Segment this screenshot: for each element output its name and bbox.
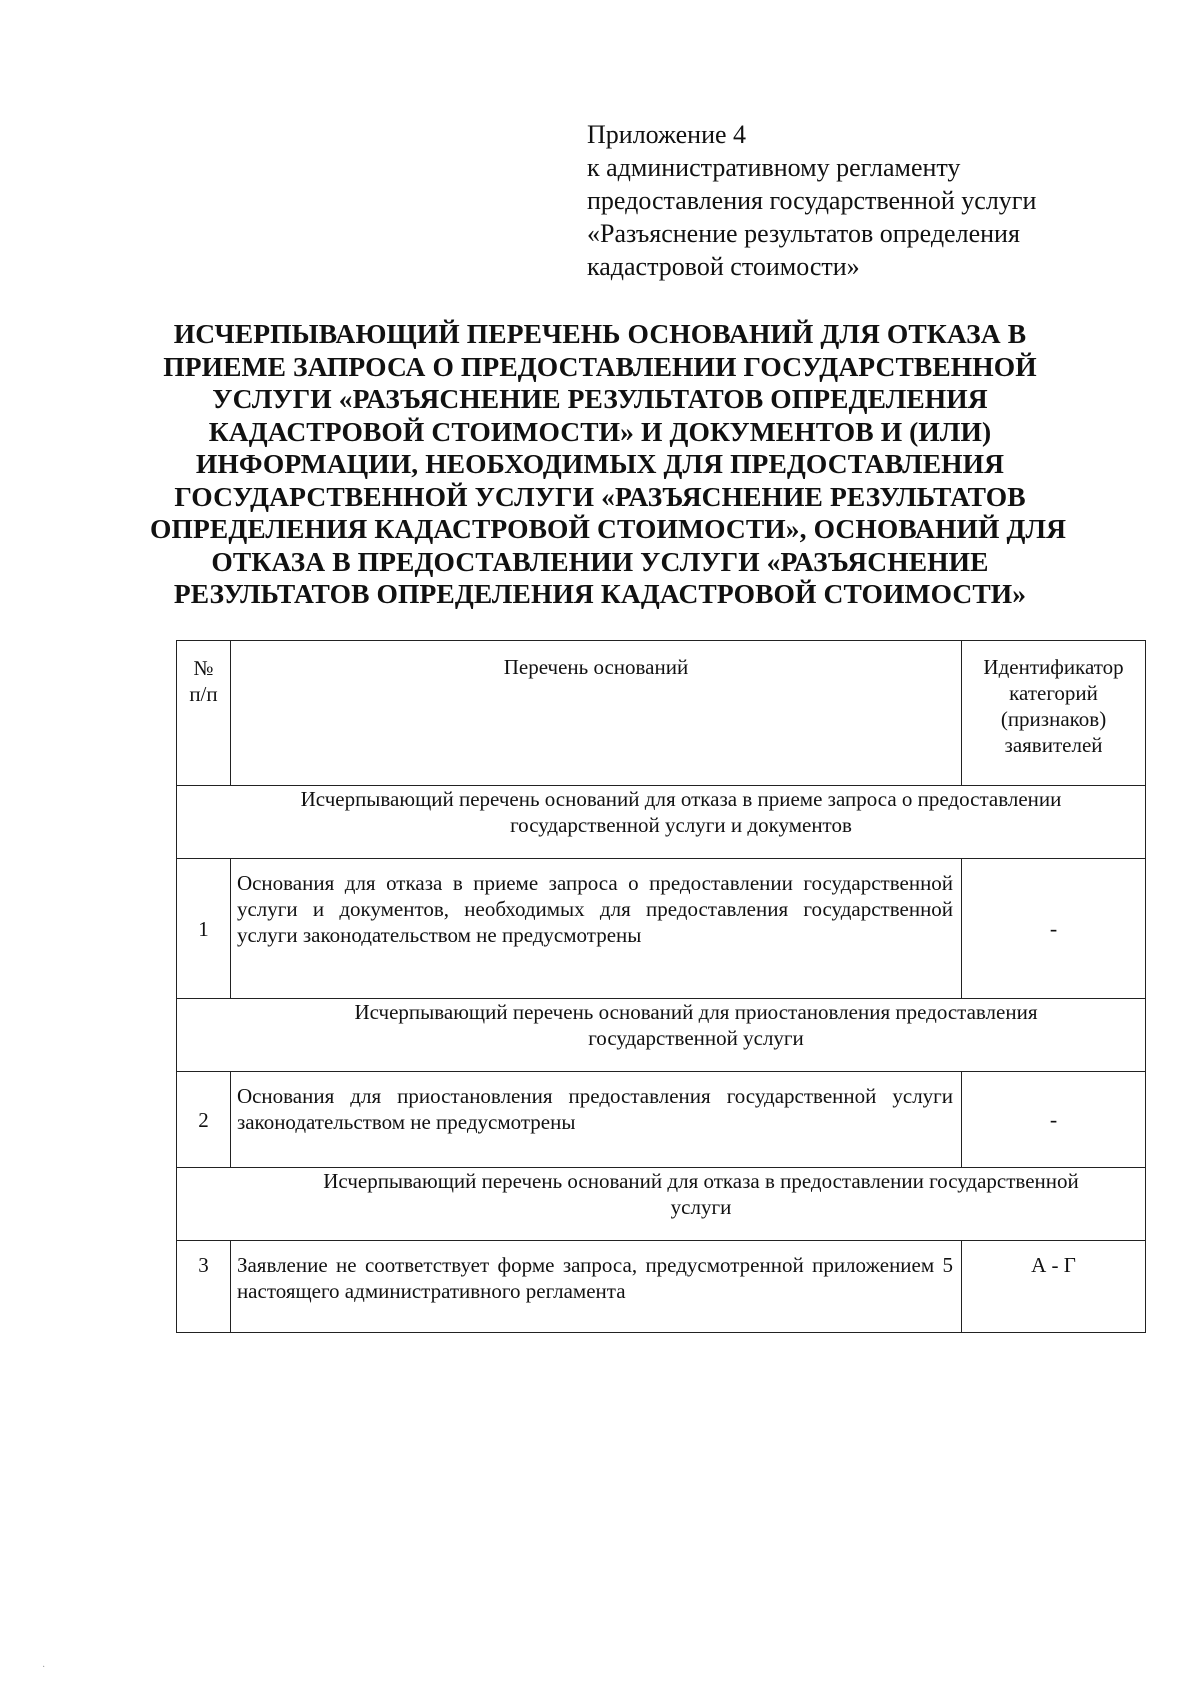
header-id-line: Идентификатор bbox=[983, 655, 1124, 679]
section-row bbox=[177, 999, 1146, 1072]
section-heading-line: государственной услуги и документов bbox=[510, 813, 852, 837]
table-row bbox=[177, 1072, 1146, 1168]
title-line: ПРИЕМЕ ЗАПРОСА О ПРЕДОСТАВЛЕНИИ ГОСУДАРСТВЕННОЙ bbox=[163, 350, 1037, 382]
row-applicant-id-value: - bbox=[1049, 915, 1058, 941]
row-number: 3 bbox=[177, 1241, 231, 1333]
header-applicant-id bbox=[962, 641, 1146, 786]
header-id-line: заявителей bbox=[1004, 733, 1103, 757]
title-line: ИНФОРМАЦИИ, НЕОБХОДИМЫХ ДЛЯ ПРЕДОСТАВЛЕНИЯ bbox=[195, 448, 1005, 479]
table-row bbox=[177, 859, 1146, 999]
section-heading-line: Исчерпывающий перечень оснований для отказа в приеме запроса о предоставлении bbox=[300, 787, 1062, 811]
section-heading bbox=[177, 999, 1146, 1072]
section-row bbox=[177, 786, 1146, 859]
appendix-line: предоставления государственной услуги bbox=[587, 186, 1037, 215]
title-line: ОПРЕДЕЛЕНИЯ КАДАСТРОВОЙ СТОИМОСТИ», ОСНОВАНИЙ ДЛЯ bbox=[150, 513, 1067, 544]
row-applicant-id bbox=[962, 859, 1146, 999]
row-grounds-text: Основания для приостановления предоставления государственной услуги законодательством не предусмотрены bbox=[230, 1072, 961, 1168]
row-number: 1 bbox=[177, 859, 231, 999]
title-line: ОТКАЗА В ПРЕДОСТАВЛЕНИИ УСЛУГИ «РАЗЪЯСНЕНИЕ bbox=[211, 545, 989, 577]
title-line: ИСЧЕРПЫВАЮЩИЙ ПЕРЕЧЕНЬ ОСНОВАНИЙ ДЛЯ ОТКАЗА В bbox=[173, 318, 1027, 349]
title-line: ГОСУДАРСТВЕННОЙ УСЛУГИ «РАЗЪЯСНЕНИЕ РЕЗУЛЬТАТОВ bbox=[174, 480, 1026, 512]
header-number-sign: № bbox=[193, 656, 214, 680]
header-number bbox=[177, 641, 231, 786]
section-heading-line: Исчерпывающий перечень оснований для приостановления предоставления bbox=[354, 1000, 1038, 1024]
section-heading-line: государственной услуги bbox=[588, 1026, 804, 1050]
row-applicant-id-value: - bbox=[1049, 1106, 1058, 1132]
header-id-line: (признаков) bbox=[1000, 707, 1107, 731]
row-applicant-id: А - Г bbox=[962, 1241, 1146, 1333]
section-heading-line: услуги bbox=[670, 1195, 732, 1219]
row-grounds-text: Заявление не соответствует форме запроса, предусмотренной приложением 5 настоящего административного регламента bbox=[230, 1241, 961, 1333]
table-header-row bbox=[177, 641, 1146, 786]
title-line: УСЛУГИ «РАЗЪЯСНЕНИЕ РЕЗУЛЬТАТОВ ОПРЕДЕЛЕНИЯ bbox=[212, 383, 988, 414]
appendix-line: «Разъяснение результатов определения bbox=[587, 219, 1020, 248]
document-title bbox=[150, 318, 1067, 611]
header-grounds: Перечень оснований bbox=[230, 641, 961, 786]
title-line: КАДАСТРОВОЙ СТОИМОСТИ» И ДОКУМЕНТОВ И (ИЛИ) bbox=[208, 415, 992, 447]
appendix-line: Приложение 4 bbox=[587, 120, 747, 149]
section-heading-line: Исчерпывающий перечень оснований для отказа в предоставлении государственной bbox=[323, 1169, 1079, 1193]
section-heading bbox=[177, 786, 1146, 859]
table-row bbox=[177, 1241, 1146, 1333]
title-line: РЕЗУЛЬТАТОВ ОПРЕДЕЛЕНИЯ КАДАСТРОВОЙ СТОИМОСТИ» bbox=[173, 578, 1027, 609]
scan-artifact: · bbox=[42, 1662, 46, 1673]
row-grounds-text: Основания для отказа в приеме запроса о предоставлении государственной услуги и документов, необходимых для предоставления государственной услуги законодательством не предусмотрены bbox=[230, 859, 961, 999]
appendix-line: к административному регламенту bbox=[587, 153, 961, 182]
header-number-abbr: п/п bbox=[189, 682, 218, 706]
section-heading bbox=[177, 1168, 1146, 1241]
section-row bbox=[177, 1168, 1146, 1241]
row-number: 2 bbox=[177, 1072, 231, 1168]
appendix-reference bbox=[587, 118, 1147, 283]
row-applicant-id bbox=[962, 1072, 1146, 1168]
header-id-line: категорий bbox=[1009, 681, 1098, 705]
appendix-line: кадастровой стоимости» bbox=[587, 252, 860, 281]
grounds-table bbox=[176, 640, 1146, 1333]
